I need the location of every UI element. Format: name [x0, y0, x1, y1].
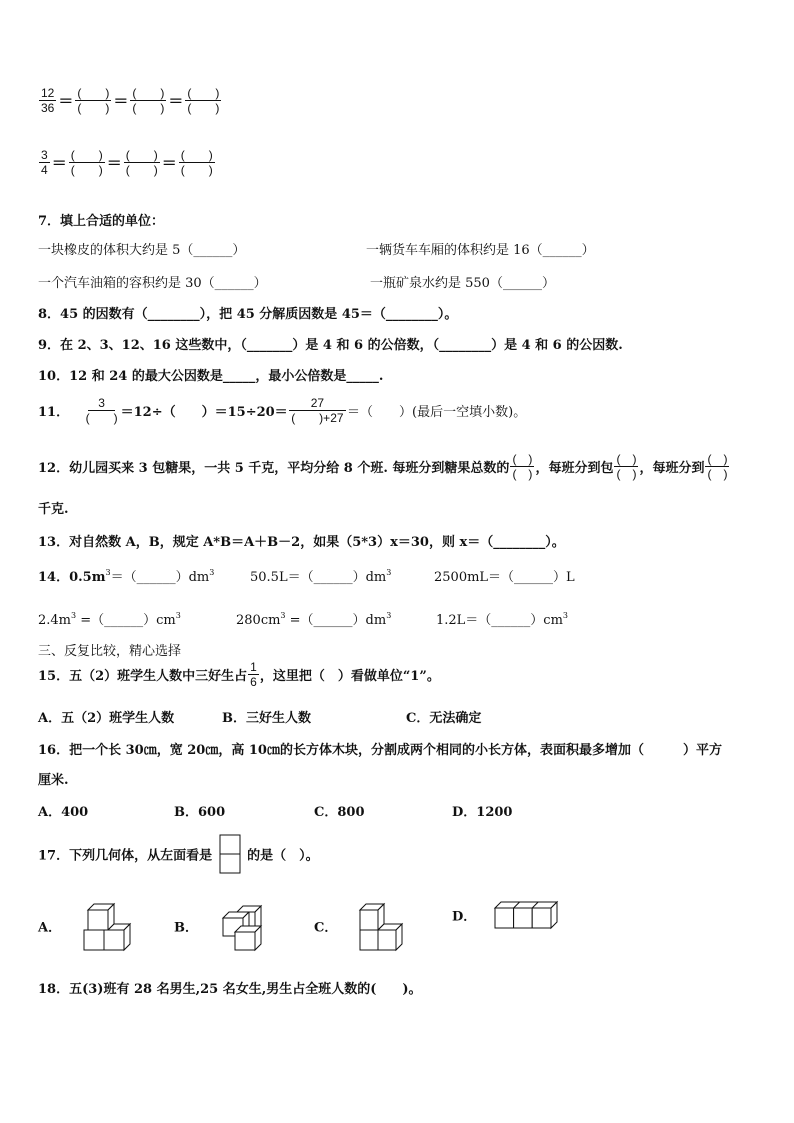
q6-row2: $\frac{3}{4}$ ＝ $\frac{( )}{( )}$ ＝ $\frac{( )}{( )}$ ＝ $\frac{( )}{( )}$	[41, 148, 213, 177]
q15-option-c[interactable]: C．无法确定	[406, 711, 482, 726]
q18-text: 18．五(3)班有 28 名男生,25 名女生,男生占全班人数的( )。	[38, 982, 422, 997]
blank-den[interactable]: ( )	[77, 101, 110, 115]
blank-den[interactable]: ( )	[85, 411, 118, 425]
blank-den[interactable]: ( )	[70, 163, 103, 177]
blank-den[interactable]: ( )	[132, 101, 165, 115]
q17-option-c[interactable]: C．	[314, 900, 406, 952]
blank-den[interactable]: ( )	[125, 163, 158, 177]
fraction: $\frac{27}{( )+27}$	[289, 396, 346, 425]
q10-text: 10．12 和 24 的最大公因数是_____，最小公倍数是_____.	[38, 369, 384, 384]
q14-row2: $2.4m^3$ $=(\_\_\_\_\_\_)cm^3$ $280cm^3$ $=(\_\_\_\_\_\_)dm^3$ $1.2L=(\_\_\_\_\_\_)cm^3$	[38, 611, 569, 628]
q16-text: 16．把一个长 30㎝，宽 20㎝，高 10㎝的长方体木块，分割成两个相同的小长方体，表面积最多增加（ ）平方	[38, 743, 722, 758]
q7-item-a: 一块橡皮的体积大约是 5（______）	[38, 243, 246, 258]
blank-den[interactable]: ( )	[616, 467, 637, 481]
q7-title: 7．填上合适的单位：	[38, 214, 165, 229]
q16-text-2: 厘米.	[38, 773, 69, 788]
q12-line2: 千克.	[38, 502, 69, 517]
blank-num[interactable]: ( )	[707, 452, 728, 466]
q15-option-a[interactable]: A．五（2）班学生人数	[38, 711, 175, 726]
q16-option-a[interactable]: A．400	[38, 805, 89, 820]
blank-den[interactable]: ( )	[707, 467, 728, 481]
blank-num[interactable]: ( )	[77, 86, 110, 100]
q8-text: 8．45 的因数有（________），把 45 分解质因数是 45＝（________）。	[38, 307, 458, 322]
cube-stack-b-icon	[215, 900, 271, 952]
q12-line: 12．幼儿园买来 3 包糖果，一共 5 千克，平均分给 8 个班. 每班分到糖果总数的 $\frac{( )}{( )}$ ，每班分到包 $\frac{( )}{( )}$ ，每班分到 $\frac{( )}{( )}$	[38, 452, 728, 481]
q15-line: 15．五（2）班学生人数中三好生占 $\frac{1}{6}$ ，这里把（ ）看做单位“1”。	[38, 660, 440, 689]
q7-item-d: 一瓶矿泉水约是 550（______）	[370, 276, 555, 291]
q17-option-a[interactable]: A．	[38, 900, 134, 952]
q9-text: 9．在 2、3、12、16 这些数中，（_______）是 4 和 6 的公倍数，（________）是 4 和 6 的公因数.	[38, 338, 623, 353]
q7-item-b: 一辆货车车厢的体积约是 16（______）	[366, 243, 595, 258]
q16-option-c[interactable]: C．800	[314, 805, 365, 820]
q15-option-b[interactable]: B．三好生人数	[222, 711, 311, 726]
blank-num[interactable]: ( )	[180, 148, 213, 162]
q11-line: 11． $\frac{3}{( )}$ ＝12÷（ ）＝15÷20＝ $\frac{27}{( )+27}$ ＝（ ）(最后一空填小数)。	[38, 396, 527, 425]
fraction: $\frac{3}{( )}$	[85, 396, 118, 425]
blank-num[interactable]: ( )	[512, 452, 533, 466]
fraction: $\frac{12}{36}$	[41, 86, 55, 115]
blank-den[interactable]: ( )	[180, 163, 213, 177]
blank-den[interactable]: ( )	[512, 467, 533, 481]
blank-num[interactable]: ( )	[132, 86, 165, 100]
q17-option-d[interactable]: D．	[452, 900, 559, 930]
q6-row1: $\frac{12}{36}$ ＝ $\frac{( )}{( )}$ ＝ $\frac{( )}{( )}$ ＝ $\frac{( )}{( )}$	[41, 86, 220, 115]
q17-line: 17．下列几何体，从左面看是 的是（ ）。	[38, 834, 319, 874]
blank-den[interactable]: ( )+27	[291, 411, 344, 425]
blank-num[interactable]: ( )	[125, 148, 158, 162]
q14-row1: 14．$0.5m^3=(\_\_\_\_\_\_)dm^3$ $50.5L=(\_\_\_\_\_\_)dm^3$ 2500mL＝（______）L	[38, 568, 575, 585]
q16-option-d[interactable]: D．1200	[452, 805, 513, 820]
q16-option-b[interactable]: B．600	[174, 805, 226, 820]
cube-stack-a-icon	[78, 900, 134, 952]
blank-num[interactable]: ( )	[616, 452, 637, 466]
fraction: $\frac{3}{4}$	[41, 148, 48, 177]
q7-item-c: 一个汽车油箱的容积约是 30（______）	[38, 276, 267, 291]
blank-num[interactable]: ( )	[70, 148, 103, 162]
q13-text: 13．对自然数 A，B，规定 A*B＝A＋B－2，如果（5*3）x＝30，则 x＝（________）。	[38, 535, 565, 550]
cube-stack-c-icon	[354, 900, 406, 952]
blank-den[interactable]: ( )	[187, 101, 220, 115]
cube-row-d-icon	[493, 900, 559, 930]
section-heading: 三、反复比较，精心选择	[38, 644, 182, 659]
q17-option-b[interactable]: B．	[174, 900, 271, 952]
left-view-icon	[219, 834, 241, 874]
blank-num[interactable]: ( )	[187, 86, 220, 100]
